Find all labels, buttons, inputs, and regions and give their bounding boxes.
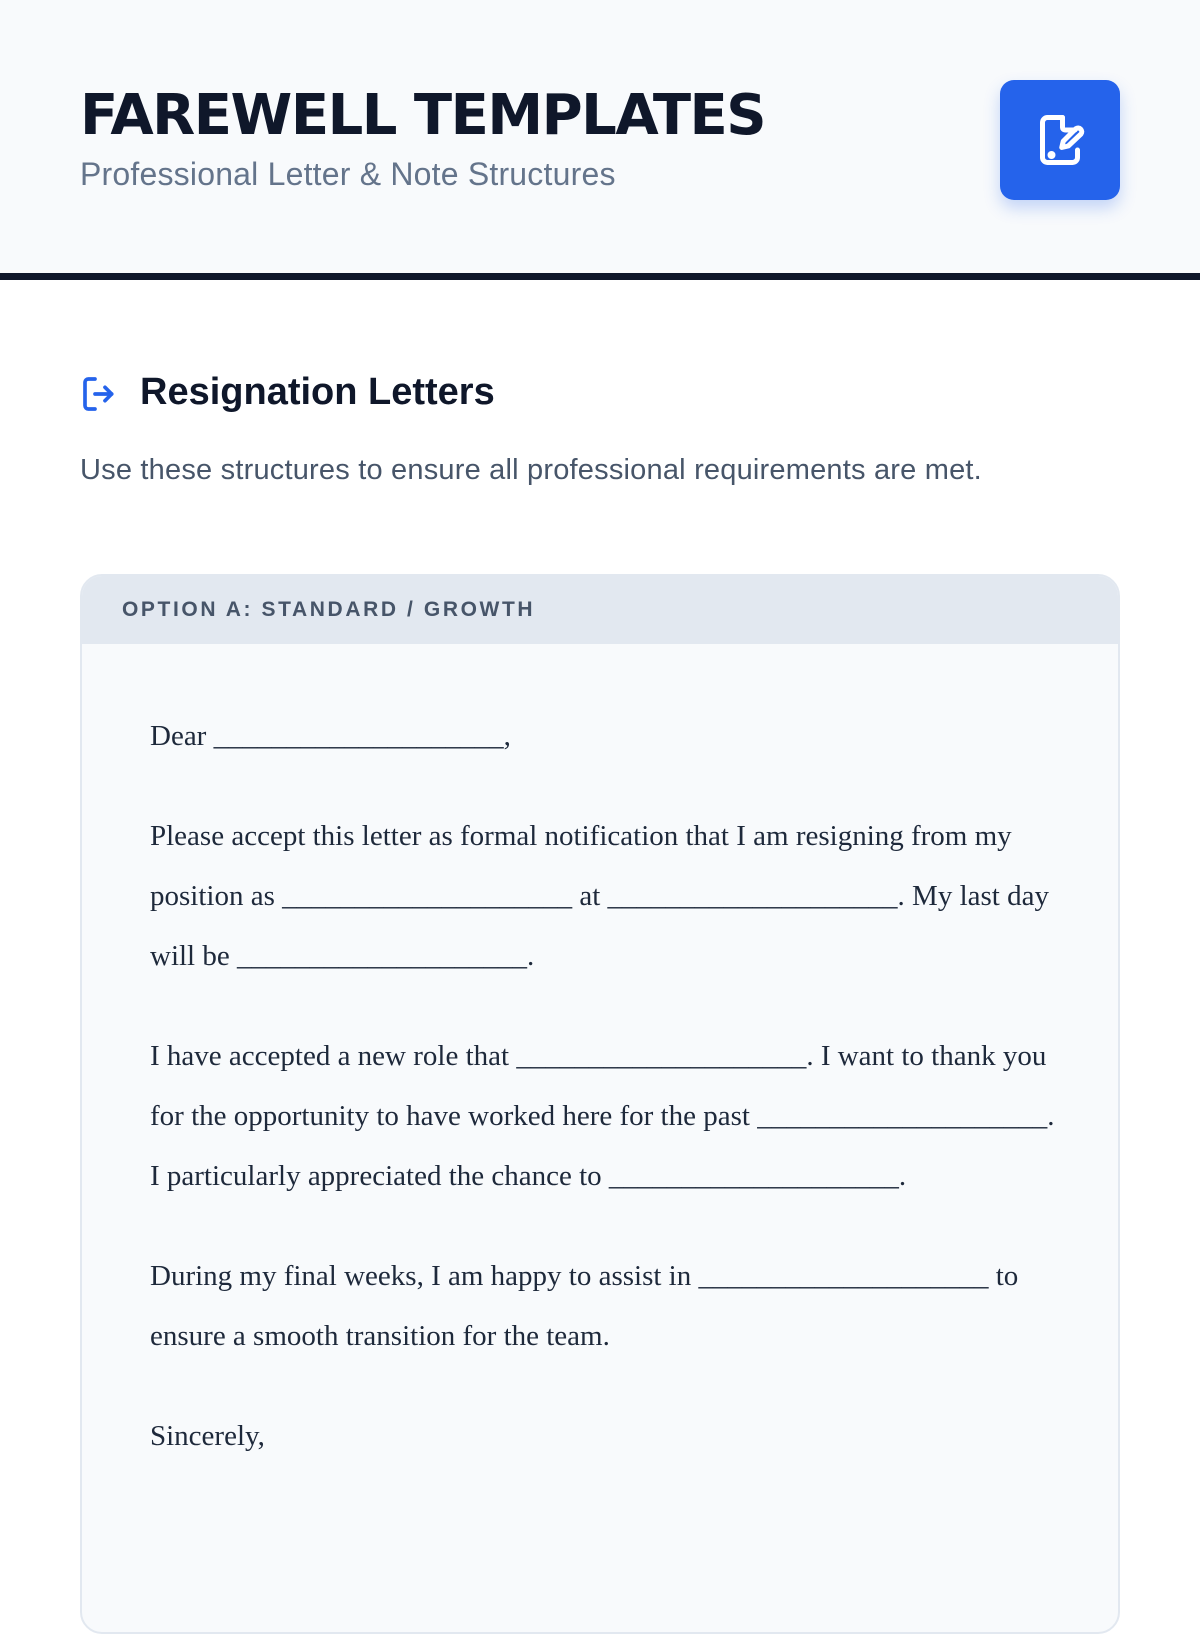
section-title: Resignation Letters xyxy=(140,371,495,413)
letter-body xyxy=(82,644,1118,1466)
log-out-icon xyxy=(80,374,120,414)
section-description: Use these structures to ensure all professional requirements are met. xyxy=(80,454,982,486)
file-signature-icon xyxy=(1030,110,1090,170)
edit-document-button[interactable] xyxy=(1000,80,1120,200)
card-header xyxy=(82,576,1118,644)
letter-paragraph: Please accept this letter as formal notification that I am resigning from my position as ____________________ at ____________________. My last day will be ____________________. xyxy=(150,820,1049,972)
card-label: OPTION A: STANDARD / GROWTH xyxy=(122,598,536,621)
template-card xyxy=(80,574,1120,1634)
page-subtitle: Professional Letter & Note Structures xyxy=(80,156,616,192)
letter-paragraph: During my final weeks, I am happy to assist in ____________________ to ensure a smooth transition for the team. xyxy=(150,1260,1019,1352)
page-header xyxy=(0,0,1200,280)
page-title: FAREWELL TEMPLATES xyxy=(80,83,766,148)
letter-salutation: Dear ____________________, xyxy=(150,720,511,752)
letter-closing: Sincerely, xyxy=(150,1420,265,1452)
letter-paragraph: I have accepted a new role that ____________________. I want to thank you for the opportunity to have worked here for the past ____________________. I particularly appreciated the chance to ____________________. xyxy=(150,1040,1055,1192)
